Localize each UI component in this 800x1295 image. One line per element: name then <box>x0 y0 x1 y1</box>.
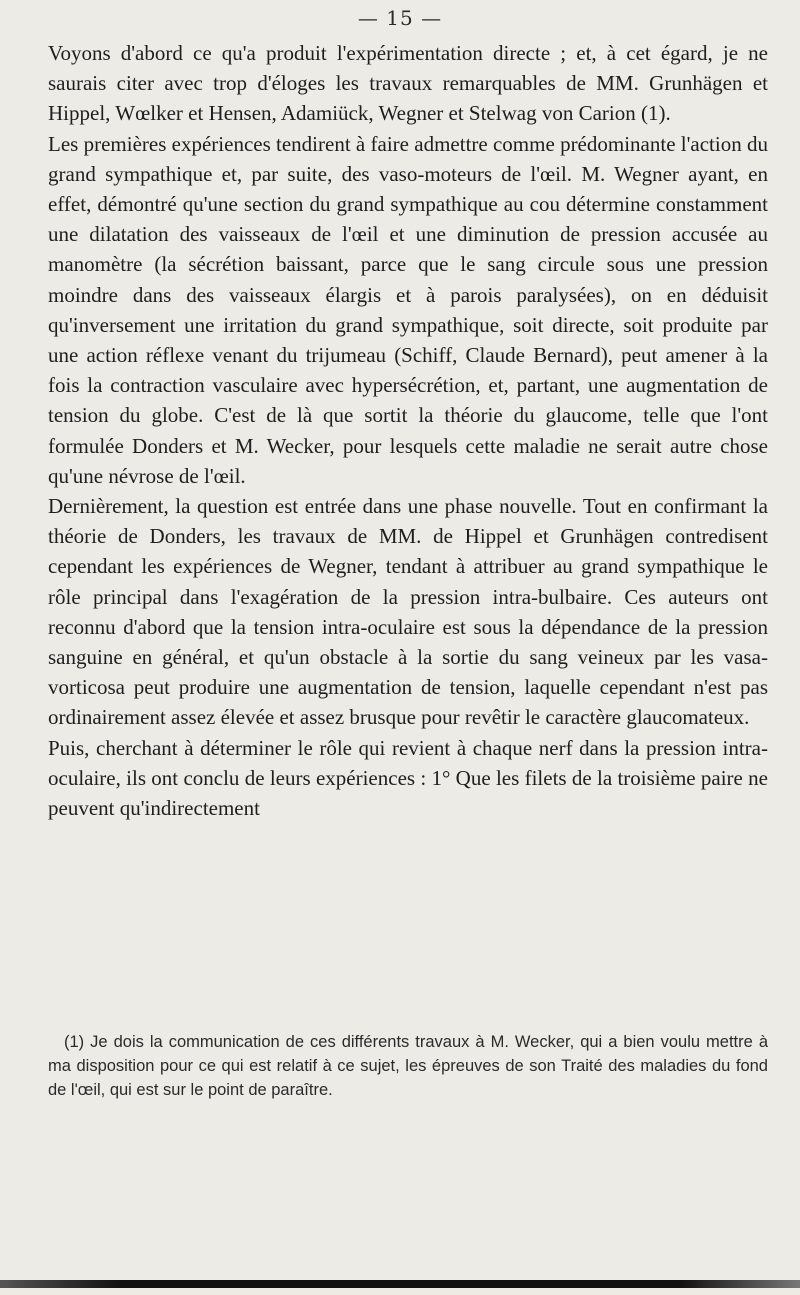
page-number: — 15 — <box>357 6 443 30</box>
paragraph-2: Les premières expériences tendirent à faire admettre comme prédominante l'action du grand sympathique et, par suite, des vaso-moteurs de l'œil. M. Wegner ayant, en effet, démontré qu'une section du grand sympathique au cou détermine constamment une dilatation des vaisseaux de l'œil et une diminution de pression accusée au manomètre (la sécrétion baissant, parce que le sang circule sous une pression moindre dans des vaisseaux élargis et à parois paralysées), on en déduisit qu'inversement une irritation du grand sympathique, soit directe, soit produite par une action réflexe venant du trijumeau (Schiff, Claude Bernard), peut amener à la fois la contraction vasculaire avec hypersécrétion, et, partant, une augmentation de tension du globe. C'est de là que sortit la théorie du glaucome, telle que l'ont formulée Donders et M. Wecker, pour lesquels cette maladie ne serait autre chose qu'une névrose de l'œil. <box>48 131 768 488</box>
footnote-1: (1) Je dois la communication de ces différents travaux à M. Wecker, qui a bien voulu mettre à ma disposition pour ce qui est relatif à ce sujet, les épreuves de son Traité des maladies du fond de l'œil, qui est sur le point de paraître. <box>48 1033 768 1099</box>
paragraph-3: Dernièrement, la question est entrée dans une phase nouvelle. Tout en confirmant la théorie de Donders, les travaux de MM. de Hippel et Grunhägen contredisent cependant les expériences de Wegner, tendant à attribuer au grand sympathique le rôle principal dans l'exagération de la pression intra-bulbaire. Ces auteurs ont reconnu d'abord que la tension intra-oculaire est sous la dépendance de la pression sanguine en général, et qu'un obstacle à la sortie du sang veineux par les vasa-vorticosa peut produire une augmentation de tension, laquelle cependant n'est pas ordinairement assez élevée et assez brusque pour revêtir le caractère glaucomateux. <box>48 494 768 730</box>
paragraph-4: Puis, cherchant à déterminer le rôle qui revient à chaque nerf dans la pression intra-oculaire, ils ont conclu de leurs expériences : 1° Que les filets de la troisième paire ne peuvent qu'indirectement <box>48 735 768 821</box>
footnotes <box>48 1030 768 1102</box>
body-text <box>48 38 768 823</box>
paragraph-1: Voyons d'abord ce qu'a produit l'expérimentation directe ; et, à cet égard, je ne saurais citer avec trop d'éloges les travaux remarquables de MM. Grunhägen et Hippel, Wœlker et Hensen, Adamiück, Wegner et Stelwag von Carion (1). <box>48 41 768 126</box>
bottom-edge-rule <box>0 1280 800 1288</box>
